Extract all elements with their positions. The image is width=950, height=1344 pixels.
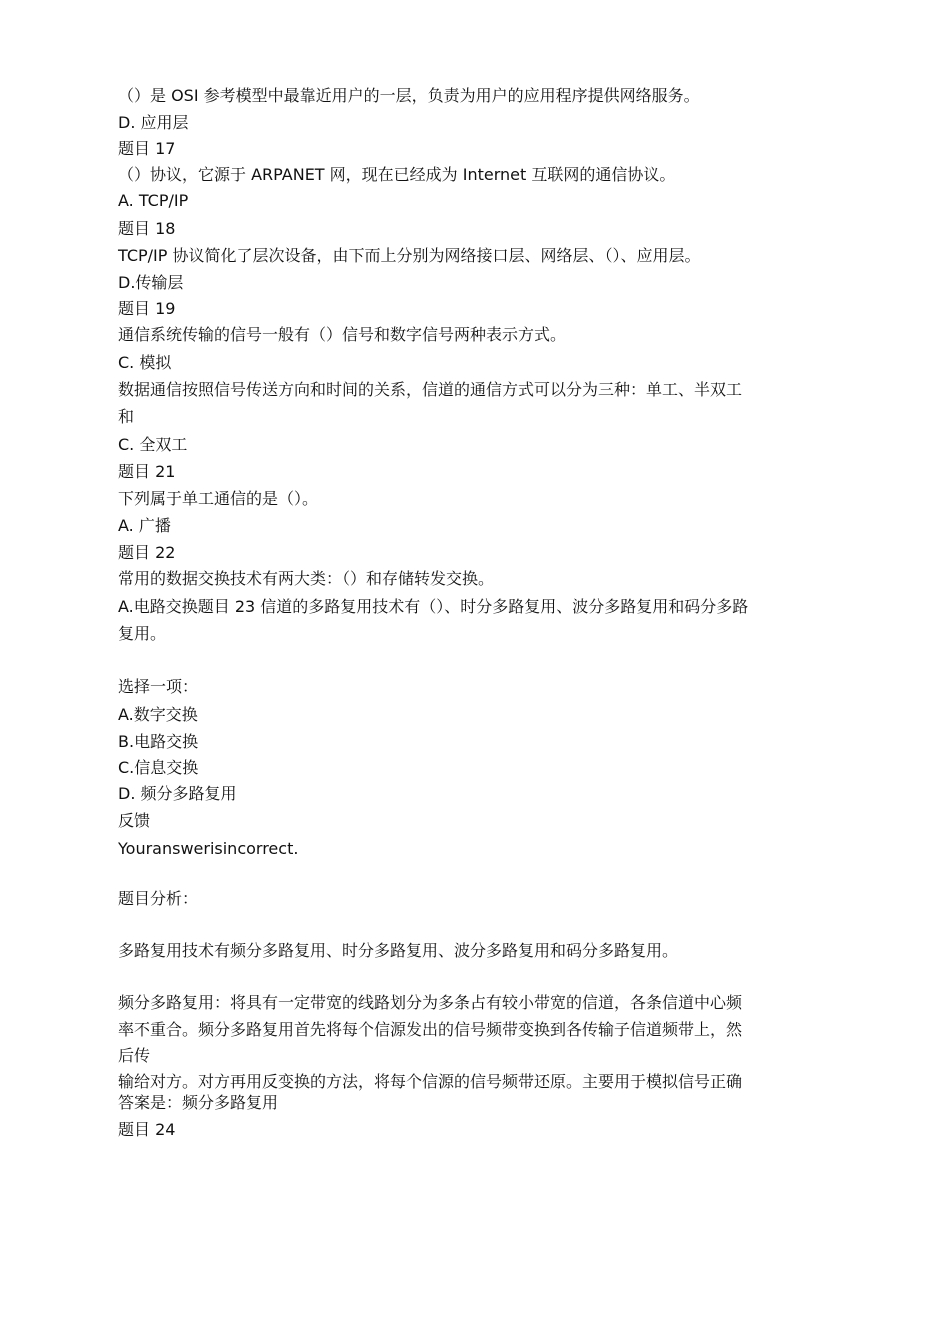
feedback-heading: 反馈 bbox=[118, 811, 151, 830]
question-21-heading: 题目 21 bbox=[118, 462, 176, 481]
question-19-text: 通信系统传输的信号一般有（）信号和数字信号两种表示方式。 bbox=[118, 325, 567, 344]
answer-22-question-23: A.电路交换题目 23 信道的多路复用技术有（）、时分多路复用、波分多路复用和码分多路 bbox=[118, 597, 749, 616]
choose-one-label: 选择一项： bbox=[118, 677, 199, 696]
feedback-text: Youranswerisincorrect. bbox=[118, 839, 299, 858]
answer-20: C. 全双工 bbox=[118, 435, 188, 454]
question-17-text: （）协议，它源于 ARPANET 网，现在已经成为 Internet 互联网的通信协议。 bbox=[118, 165, 676, 184]
question-22-text: 常用的数据交换技术有两大类：（）和存储转发交换。 bbox=[118, 569, 495, 588]
question-22-heading: 题目 22 bbox=[118, 543, 176, 562]
analysis-paragraph-line-2: 率不重合。频分多路复用首先将每个信源发出的信号频带变换到各传输子信道频带上，然 bbox=[118, 1020, 743, 1039]
question-16-text: （）是 OSI 参考模型中最靠近用户的一层，负责为用户的应用程序提供网络服务。 bbox=[118, 86, 700, 105]
question-23-text-cont: 复用。 bbox=[118, 624, 167, 643]
analysis-paragraph-line-3: 后传 bbox=[118, 1046, 151, 1065]
question-24-heading: 题目 24 bbox=[118, 1120, 176, 1139]
question-20-text: 数据通信按照信号传送方向和时间的关系，信道的通信方式可以分为三种：单工、半双工 bbox=[118, 380, 743, 399]
question-21-text: 下列属于单工通信的是（）。 bbox=[118, 489, 319, 508]
question-20-text-cont: 和 bbox=[118, 407, 135, 426]
question-18-text: TCP/IP 协议简化了层次设备，由下而上分别为网络接口层、网络层、（）、应用层。 bbox=[118, 246, 701, 265]
analysis-summary: 多路复用技术有频分多路复用、时分多路复用、波分多路复用和码分多路复用。 bbox=[118, 941, 679, 960]
question-18-heading: 题目 18 bbox=[118, 219, 176, 238]
answer-18: D.传输层 bbox=[118, 273, 184, 292]
correct-answer: 答案是：频分多路复用 bbox=[118, 1093, 279, 1112]
answer-19: C. 模拟 bbox=[118, 353, 172, 372]
analysis-heading: 题目分析： bbox=[118, 889, 199, 908]
option-d: D. 频分多路复用 bbox=[118, 784, 237, 803]
answer-16: D. 应用层 bbox=[118, 113, 189, 132]
option-a: A.数字交换 bbox=[118, 705, 198, 724]
analysis-paragraph-line-1: 频分多路复用：将具有一定带宽的线路划分为多条占有较小带宽的信道，各条信道中心频 bbox=[118, 993, 743, 1012]
answer-17: A. TCP/IP bbox=[118, 191, 189, 210]
question-17-heading: 题目 17 bbox=[118, 139, 176, 158]
option-b: B.电路交换 bbox=[118, 732, 199, 751]
option-c: C.信息交换 bbox=[118, 758, 199, 777]
analysis-paragraph-line-4: 输给对方。对方再用反变换的方法，将每个信源的信号频带还原。主要用于模拟信号正确 bbox=[118, 1072, 743, 1091]
answer-21: A. 广播 bbox=[118, 516, 171, 535]
question-19-heading: 题目 19 bbox=[118, 299, 176, 318]
